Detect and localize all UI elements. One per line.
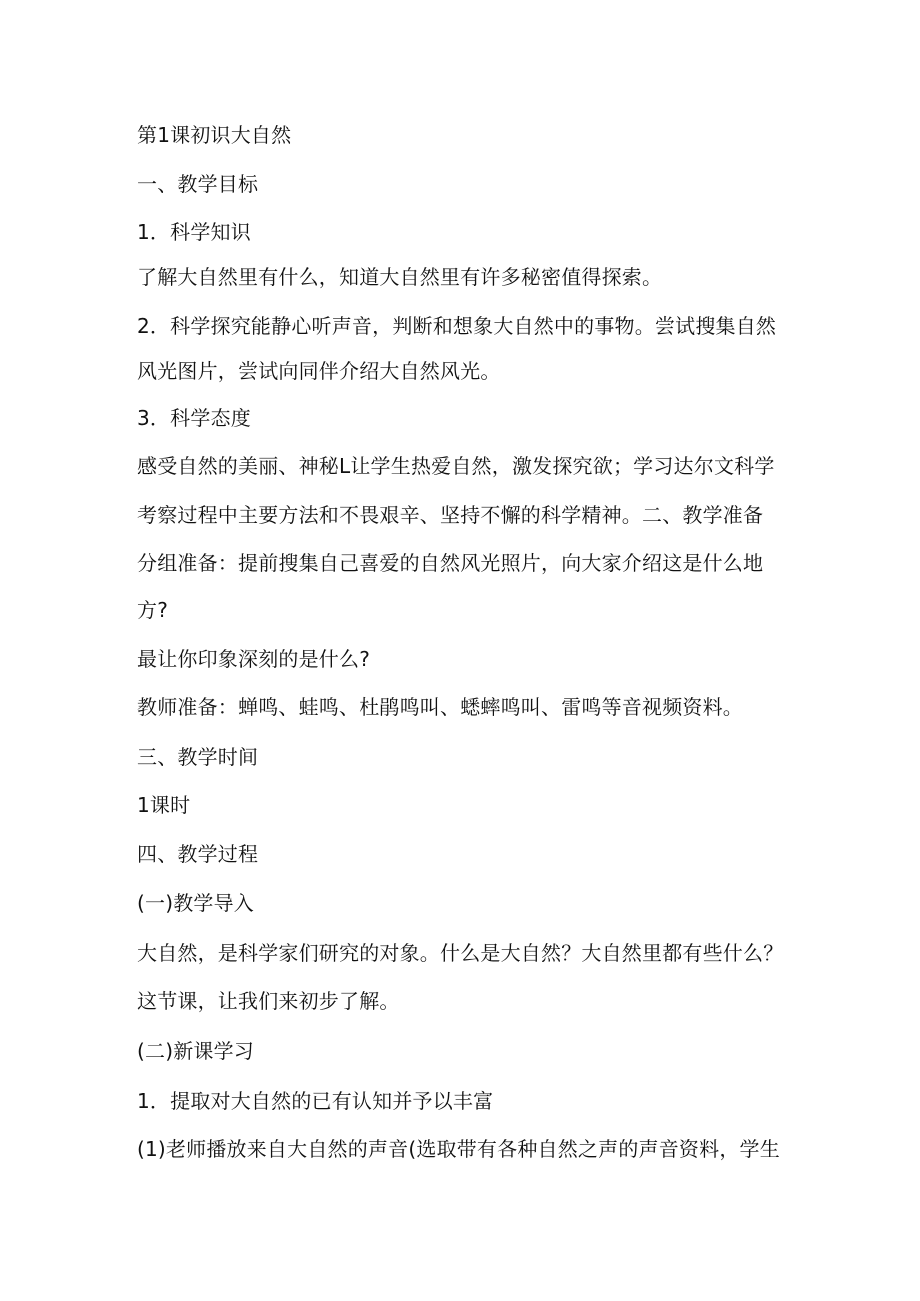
paragraph-line: 2．科学探究能静心听声音，判断和想象大自然中的事物。尝试搜集自然 — [137, 314, 777, 338]
subheading-step-1: 1．提取对大自然的已有认知并予以丰富 — [137, 1089, 494, 1113]
paragraph-line: 考察过程中主要方法和不畏艰辛、坚持不懈的科学精神。二、教学准备 — [137, 503, 764, 527]
paragraph-line: 教师准备：蝉鸣、蛙鸣、杜鹃鸣叫、蟋蟀鸣叫、雷鸣等音视频资料。 — [137, 695, 743, 719]
paragraph-line: 分组准备：提前搜集自己喜爱的自然风光照片，向大家介绍这是什么地 — [137, 551, 764, 575]
subheading-attitude: 3．科学态度 — [137, 406, 251, 430]
paragraph-line: 感受自然的美丽、神秘L让学生热爱自然，激发探究欲；学习达尔文科学 — [137, 454, 775, 478]
paragraph-line: 1课时 — [137, 793, 191, 817]
paragraph-line: (1)老师播放来自大自然的声音(选取带有各种自然之声的声音资料，学生 — [137, 1137, 780, 1161]
paragraph-line: 了解大自然里有什么，知道大自然里有许多秘密值得探索。 — [137, 265, 663, 289]
section-heading-objectives: 一、教学目标 — [137, 172, 259, 196]
paragraph-line: 大自然，是科学家们研究的对象。什么是大自然？大自然里都有些什么？ — [137, 941, 784, 965]
section-heading-time: 三、教学时间 — [137, 745, 259, 769]
lesson-title: 第1课初识大自然 — [137, 123, 292, 147]
subheading-knowledge: 1．科学知识 — [137, 220, 251, 244]
paragraph-line: 方? — [137, 598, 169, 622]
paragraph-line: 风光图片，尝试向同伴介绍大自然风光。 — [137, 359, 501, 383]
section-heading-process: 四、教学过程 — [137, 842, 259, 866]
paragraph-line: 最让你印象深刻的是什么? — [137, 647, 371, 671]
subheading-intro: (一)教学导入 — [137, 891, 255, 915]
subheading-new-lesson: (二)新课学习 — [137, 1039, 255, 1063]
paragraph-line: 这节课，让我们来初步了解。 — [137, 989, 400, 1013]
